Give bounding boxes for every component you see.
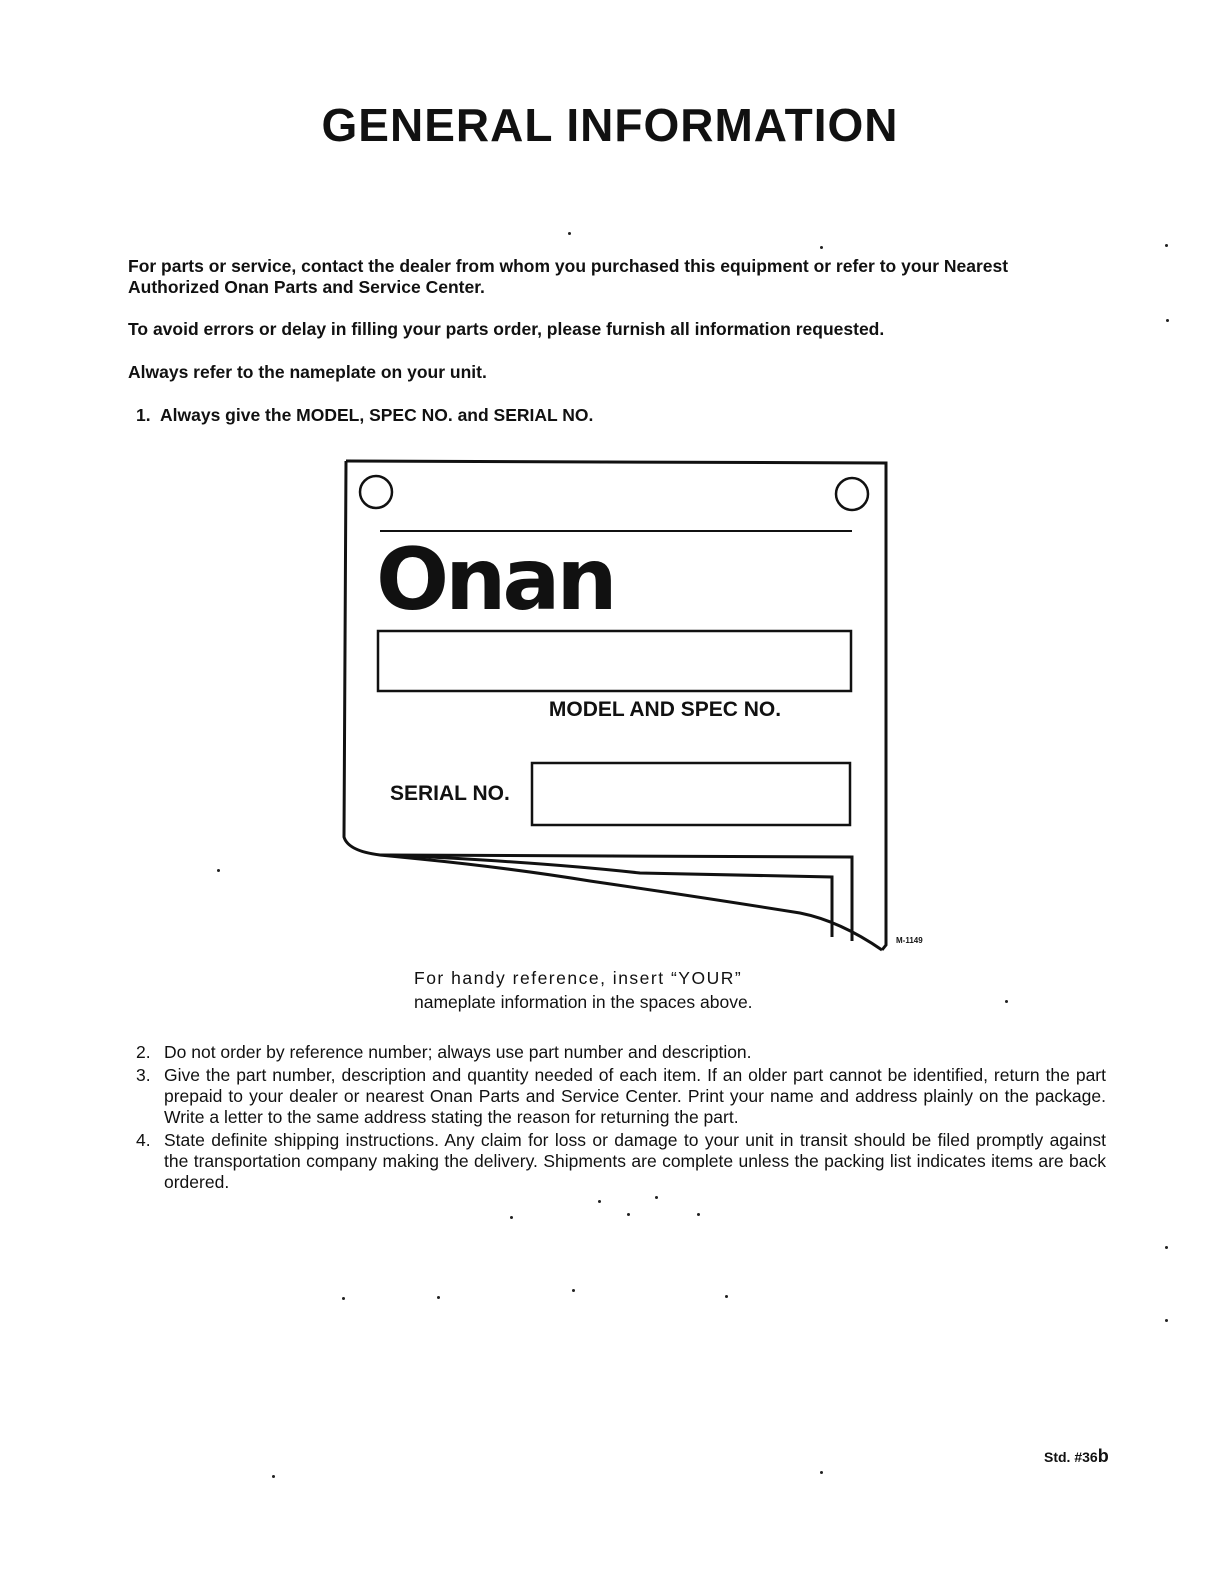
- scan-speck: [655, 1196, 658, 1199]
- scan-speck: [510, 1216, 513, 1219]
- standard-number-text: Std. #36: [1044, 1449, 1098, 1465]
- onan-logo: Onan: [376, 530, 614, 630]
- scan-speck: [272, 1475, 275, 1478]
- list-item-3: [136, 1065, 1106, 1128]
- scan-speck: [1165, 244, 1168, 247]
- list-item-4: [136, 1130, 1106, 1193]
- mounting-hole-right-icon: [836, 478, 868, 510]
- scan-speck: [572, 1289, 575, 1292]
- list-item-2: [136, 1042, 1106, 1063]
- caption-line-2: nameplate information in the spaces above.: [414, 992, 753, 1012]
- scan-speck: [697, 1213, 700, 1216]
- list-item-number: 1.: [136, 405, 151, 425]
- list-item-text: Always give the MODEL, SPEC NO. and SERIAL NO.: [160, 405, 594, 425]
- list-item-number: 3.: [136, 1065, 151, 1085]
- mounting-hole-left-icon: [360, 476, 392, 508]
- serial-field: [532, 763, 850, 825]
- serial-label: SERIAL NO.: [390, 782, 510, 805]
- scan-speck: [627, 1213, 630, 1216]
- scan-speck: [1166, 319, 1169, 322]
- list-item-number: 2.: [136, 1042, 151, 1062]
- nameplate-reference-paragraph: Always refer to the nameplate on your unit.: [128, 362, 487, 382]
- instructions-list: [136, 1042, 1106, 1195]
- model-spec-field: [378, 631, 851, 691]
- nameplate-figure: [340, 455, 960, 965]
- scan-speck: [725, 1295, 728, 1298]
- standard-number: [1044, 1446, 1109, 1467]
- list-item-text: Give the part number, description and quantity needed of each item. If an older part cannot be identified, return the part prepaid to your dealer or nearest Onan Parts and Service Center. Print your name and address plainly on the package. Write a letter to the same address stating the reason for returning the part.: [164, 1065, 1106, 1127]
- figure-caption: [414, 966, 834, 1014]
- scan-speck: [217, 869, 220, 872]
- scan-speck: [1005, 1000, 1008, 1003]
- page-title: GENERAL INFORMATION: [321, 99, 899, 151]
- scan-speck: [820, 1471, 823, 1474]
- list-item-1: [136, 405, 593, 426]
- scan-speck: [1165, 1246, 1168, 1249]
- list-item-text: State definite shipping instructions. Any claim for loss or damage to your unit in transit should be filed promptly against the transportation company making the delivery. Shipments are complete unless the packing list indicates items are back ordered.: [164, 1130, 1106, 1192]
- scan-speck: [568, 232, 571, 235]
- caption-line-1: For handy reference, insert “YOUR”: [414, 968, 743, 988]
- list-item-text: Do not order by reference number; always use part number and description.: [164, 1042, 752, 1062]
- scan-speck: [342, 1297, 345, 1300]
- order-info-paragraph: To avoid errors or delay in filling your parts order, please furnish all information requested.: [128, 319, 885, 339]
- list-item-number: 4.: [136, 1130, 151, 1150]
- standard-number-suffix: b: [1097, 1446, 1109, 1466]
- parts-service-paragraph: For parts or service, contact the dealer from whom you purchased this equipment or refer to your Nearest Authorized Onan Parts and Service Center.: [128, 256, 1009, 297]
- scan-speck: [820, 246, 823, 249]
- figure-id: M-1149: [896, 936, 923, 945]
- scan-speck: [598, 1200, 601, 1203]
- scan-speck: [1165, 1319, 1168, 1322]
- model-spec-label: MODEL AND SPEC NO.: [548, 698, 782, 721]
- scan-speck: [437, 1296, 440, 1299]
